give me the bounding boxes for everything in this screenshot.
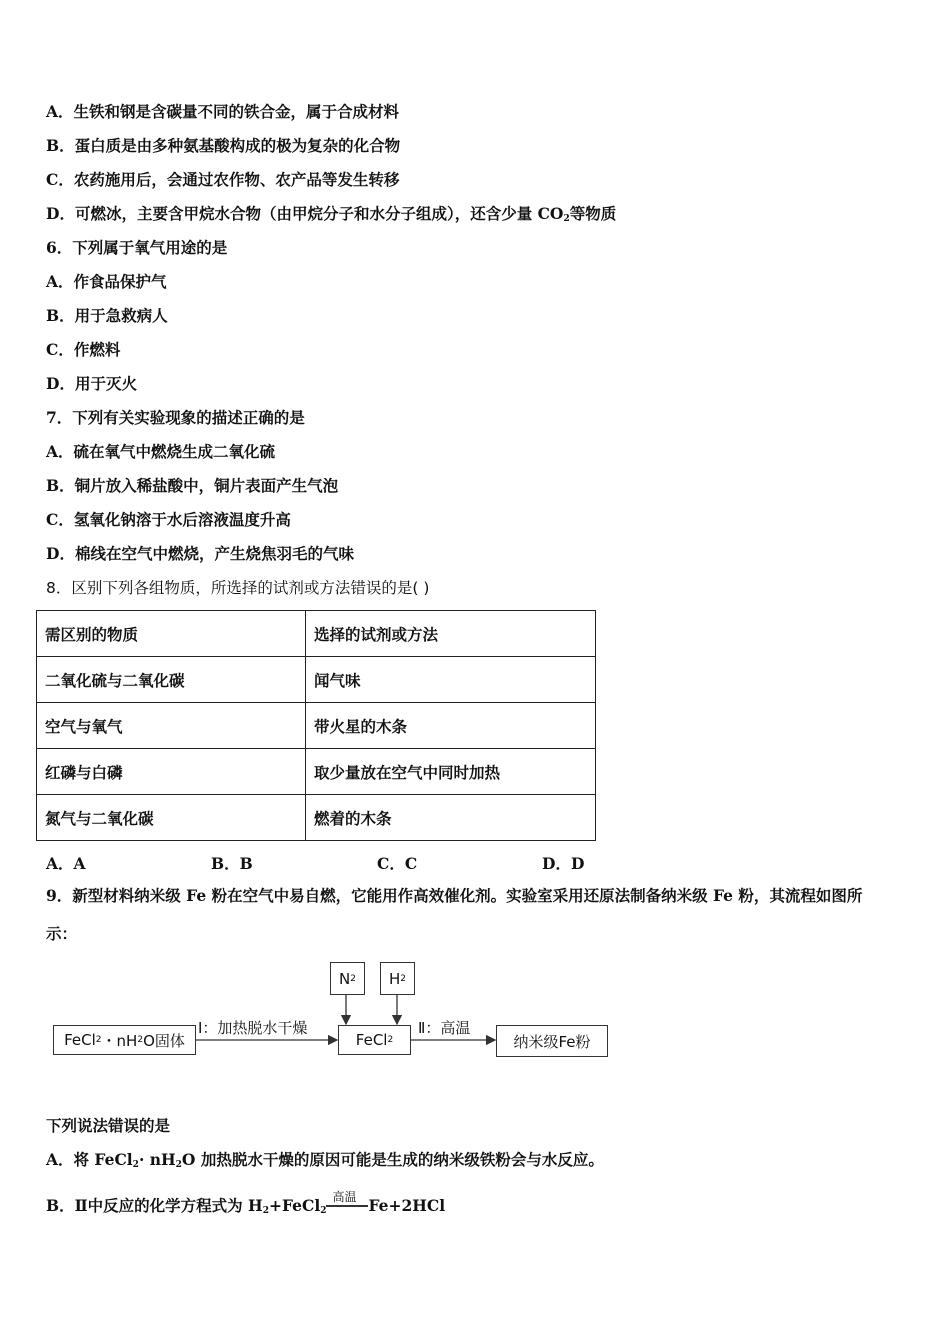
- table-cell: 氮气与二氧化碳: [37, 795, 306, 841]
- q9-stem-line1: 9．新型材料纳米级 Fe 粉在空气中易自燃，它能用作高效催化剂。实验室采用还原法制备纳米级 Fe 粉，其流程如图所: [46, 886, 863, 905]
- mid-sub: 2: [387, 1035, 394, 1045]
- start-text-a: FeCl: [64, 1031, 96, 1049]
- h2-sub: 2: [400, 973, 406, 984]
- start-text-c: O固体: [143, 1031, 185, 1050]
- q8-option-b: B．B: [211, 854, 253, 873]
- table-cell: 空气与氧气: [37, 703, 306, 749]
- table-cell: 闻气味: [306, 657, 596, 703]
- q5-d-before: D．可燃冰，主要含甲烷水合物（由甲烷分子和水分子组成），还含少量 CO: [46, 204, 564, 223]
- table-header-cell: 选择的试剂或方法: [306, 611, 596, 657]
- q8-option-a: A．A: [46, 854, 86, 873]
- table-cell: 燃着的木条: [306, 795, 596, 841]
- q9b-before: B．Ⅱ中反应的化学方程式为 H: [46, 1196, 263, 1215]
- flow-step2-label: Ⅱ：高温: [418, 1019, 471, 1037]
- n2-sub: 2: [350, 973, 356, 984]
- q9-option-b: [46, 1190, 446, 1221]
- q7-option-a: A．硫在氧气中燃烧生成二氧化硫: [46, 442, 276, 461]
- q8-stem: 8．区别下列各组物质，所选择的试剂或方法错误的是( ): [46, 579, 430, 597]
- start-text-b: ・nH: [101, 1031, 138, 1050]
- flow-box-fecl2: [338, 1025, 411, 1055]
- q9a-mid: · nH: [138, 1150, 176, 1169]
- flow-box-start: [53, 1025, 196, 1055]
- q6-option-c: C．作燃料: [46, 340, 121, 359]
- condition-label: 高温: [332, 1190, 357, 1204]
- q9a-before: A．将 FeCl: [46, 1150, 133, 1169]
- q6-stem: 6．下列属于氧气用途的是: [46, 238, 228, 257]
- n2-text: N: [339, 969, 351, 988]
- q9-stem-line2: 示：: [46, 924, 78, 943]
- q9a-sub1: 2: [132, 1160, 139, 1170]
- table-header-cell: 需区别的物质: [37, 611, 306, 657]
- q9b-sub1: 2: [262, 1206, 269, 1216]
- q9-option-a: [46, 1150, 604, 1175]
- q7-option-d: D．棉线在空气中燃烧，产生烧焦羽毛的气味: [46, 544, 354, 563]
- q9a-after: O 加热脱水干燥的原因可能是生成的纳米级铁粉会与水反应。: [181, 1150, 604, 1169]
- flow-box-end: 纳米级Fe粉: [496, 1025, 608, 1057]
- q7-option-c: C．氢氧化钠溶于水后溶液温度升高: [46, 510, 291, 529]
- q8-option-c: C．C: [377, 854, 418, 873]
- q6-option-a: A．作食品保护气: [46, 272, 167, 291]
- q8-option-d: D．D: [542, 854, 585, 873]
- q9b-mid: +FeCl: [268, 1196, 321, 1215]
- q5-d-after: 等物质: [569, 204, 617, 223]
- q5-d-sub: 2: [563, 214, 570, 224]
- q9b-after: Fe+2HCl: [368, 1196, 446, 1215]
- q5-option-b: B．蛋白质是由多种氨基酸构成的极为复杂的化合物: [46, 136, 401, 155]
- h2-text: H: [388, 969, 401, 988]
- flow-box-n2: [330, 962, 365, 995]
- mid-text: FeCl: [355, 1031, 388, 1049]
- table-cell: 带火星的木条: [306, 703, 596, 749]
- table-cell: 二氧化硫与二氧化碳: [37, 657, 306, 703]
- q7-option-b: B．铜片放入稀盐酸中，铜片表面产生气泡: [46, 476, 339, 495]
- flow-step1-label: Ⅰ：加热脱水干燥: [198, 1019, 308, 1037]
- q5-option-a: A．生铁和钢是含碳量不同的铁合金，属于合成材料: [46, 102, 400, 121]
- start-sub: 2: [95, 1035, 102, 1045]
- reaction-condition: [326, 1190, 368, 1221]
- q6-option-d: D．用于灭火: [46, 374, 137, 393]
- table-cell: 红磷与白磷: [37, 749, 306, 795]
- table-cell: 取少量放在空气中同时加热: [306, 749, 596, 795]
- start-sub2: 2: [137, 1035, 144, 1045]
- condition-bar: [326, 1205, 368, 1207]
- q7-stem: 7．下列有关实验现象的描述正确的是: [46, 408, 305, 427]
- q9-question: 下列说法错误的是: [46, 1116, 171, 1135]
- q5-option-c: C．农药施用后，会通过农作物、农产品等发生转移: [46, 170, 400, 189]
- q9b-sub2: 2: [320, 1206, 327, 1216]
- q9a-sub2: 2: [175, 1160, 182, 1170]
- q6-option-b: B．用于急救病人: [46, 306, 168, 325]
- flow-box-h2: [380, 962, 415, 995]
